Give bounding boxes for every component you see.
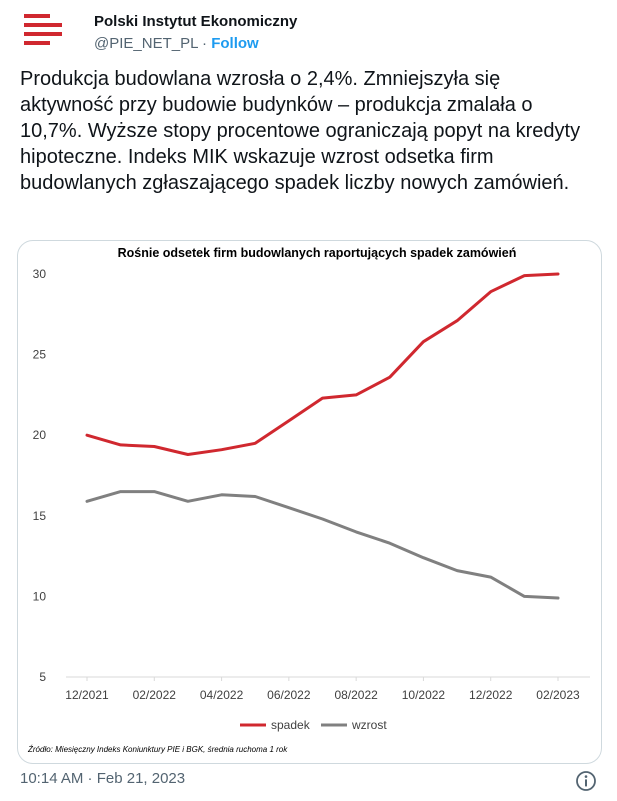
- series-lines: [87, 274, 558, 598]
- chart-title: Rośnie odsetek firm budowlanych raportujących spadek zamówień: [117, 246, 517, 260]
- chart-source: Źródło: Miesięczny Indeks Koniunktury PIE i BGK, średnia ruchoma 1 rok: [28, 745, 288, 754]
- handle-separator: ·: [197, 35, 212, 52]
- pie-logo-icon[interactable]: [24, 8, 68, 52]
- follow-button[interactable]: Follow: [211, 35, 259, 52]
- x-tick-labels: [65, 677, 580, 702]
- author-name[interactable]: Polski Instytut Ekonomiczny: [94, 13, 298, 30]
- x-tick-label: 02/2022: [132, 688, 176, 702]
- y-tick-label: 25: [32, 347, 46, 362]
- y-tick-label: 10: [32, 589, 46, 604]
- legend-label-spadek: spadek: [271, 718, 310, 732]
- legend: [240, 718, 387, 732]
- info-icon[interactable]: [575, 770, 597, 792]
- line-chart: [18, 241, 601, 763]
- x-tick-label: 10/2022: [401, 688, 446, 702]
- x-tick-label: 08/2022: [334, 688, 378, 702]
- author-block: [94, 12, 297, 54]
- x-tick-label: 12/2021: [65, 688, 109, 702]
- x-tick-label: 12/2022: [469, 688, 513, 702]
- tweet-timestamp[interactable]: 10:14 AM · Feb 21, 2023: [20, 770, 186, 787]
- y-tick-label: 30: [32, 267, 46, 281]
- y-tick-label: 15: [32, 508, 46, 523]
- x-tick-label: 06/2022: [267, 688, 311, 702]
- y-tick-label: 5: [39, 670, 46, 684]
- tweet-header: [16, 8, 601, 52]
- legend-label-wzrost: wzrost: [352, 718, 387, 732]
- y-tick-label: 20: [32, 428, 46, 443]
- series-line-wzrost: [87, 492, 558, 598]
- x-tick-label: 04/2022: [199, 688, 244, 702]
- series-line-spadek: [87, 274, 558, 455]
- tweet-text: Produkcja budowlana wzrosła o 2,4%. Zmniejszyła się aktywność przy budowie budynków – produkcja zmalała o 10,7%. Wyższe stopy procentowe ograniczają popyt na kredyty hipoteczne. Indeks MIK wskazuje wzrost odsetka firm budowlanych zgłaszającego spadek liczby nowych zamówień.: [20, 68, 581, 194]
- author-handle[interactable]: @PIE_NET_PL: [94, 35, 198, 52]
- x-tick-label: 02/2023: [536, 688, 580, 702]
- y-tick-labels: [33, 267, 47, 684]
- author-handle-line: [94, 34, 297, 54]
- chart-image[interactable]: [17, 240, 602, 764]
